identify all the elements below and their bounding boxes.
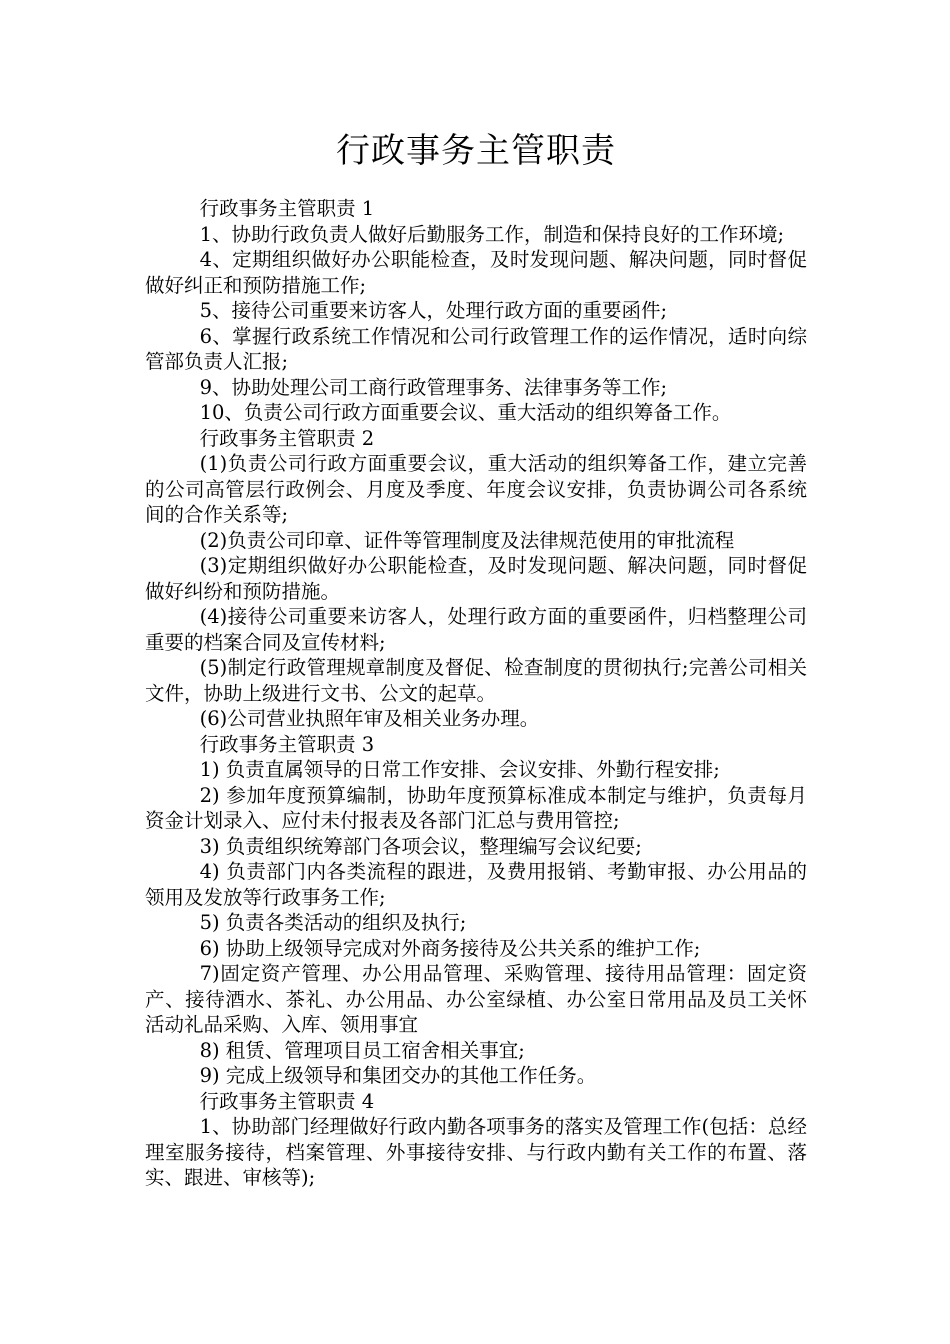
paragraph: (2)负责公司印章、证件等管理制度及法律规范使用的审批流程 xyxy=(199,528,735,552)
paragraph: 4、定期组织做好办公职能检查，及时发现问题、解决问题，同时督促做好纠正和预防措施工作; xyxy=(145,248,807,297)
paragraph: 4) 负责部门内各类流程的跟进，及费用报销、考勤审报、办公用品的领用及发放等行政事务工作; xyxy=(145,860,807,909)
document-title: 行政事务主管职责 xyxy=(336,131,616,171)
paragraph: 1、协助部门经理做好行政内勤各项事务的落实及管理工作(包括：总经理室服务接待，档案管理、外事接待安排、与行政内勤有关工作的布置、落实、跟进、审核等); xyxy=(145,1115,807,1189)
paragraph: (5)制定行政管理规章制度及督促、检查制度的贯彻执行;完善公司相关文件，协助上级进行文书、公文的起草。 xyxy=(145,656,807,705)
paragraph: 6、掌握行政系统工作情况和公司行政管理工作的运作情况，适时向综管部负责人汇报; xyxy=(145,324,807,373)
section-heading-4: 行政事务主管职责 4 xyxy=(199,1089,375,1113)
paragraph: 1、协助行政负责人做好后勤服务工作，制造和保持良好的工作环境; xyxy=(199,222,785,246)
document-page xyxy=(145,0,807,1191)
paragraph: 5、接待公司重要来访客人，处理行政方面的重要函件; xyxy=(199,299,668,322)
paragraph: 1) 负责直属领导的日常工作安排、会议安排、外勤行程安排; xyxy=(199,758,720,781)
section-heading-2: 行政事务主管职责 2 xyxy=(199,426,375,450)
document-body xyxy=(145,196,807,1191)
paragraph: 5) 负责各类活动的组织及执行; xyxy=(199,911,467,934)
paragraph: (1)负责公司行政方面重要会议，重大活动的组织筹备工作，建立完善的公司高管层行政例会、月度及季度、年度会议安排，负责协调公司各系统间的合作关系等; xyxy=(145,452,807,526)
paragraph: 10、负责公司行政方面重要会议、重大活动的组织筹备工作。 xyxy=(199,401,732,424)
paragraph: 8) 租赁、管理项目员工宿舍相关事宜; xyxy=(199,1038,525,1062)
paragraph: 6) 协助上级领导完成对外商务接待及公共关系的维护工作; xyxy=(199,936,701,960)
paragraph: 9、协助处理公司工商行政管理事务、法律事务等工作; xyxy=(199,375,668,399)
paragraph: (6)公司营业执照年审及相关业务办理。 xyxy=(199,707,540,730)
paragraph: 7)固定资产管理、办公用品管理、采购管理、接待用品管理：固定资产、接待酒水、茶礼、办公用品、办公室绿植、办公室日常用品及员工关怀活动礼品采购、入库、领用事宜 xyxy=(145,962,807,1036)
paragraph: (3)定期组织做好办公职能检查，及时发现问题、解决问题，同时督促做好纠纷和预防措施。 xyxy=(145,554,807,603)
paragraph: 9) 完成上级领导和集团交办的其他工作任务。 xyxy=(199,1064,597,1087)
paragraph: (4)接待公司重要来访客人，处理行政方面的重要函件，归档整理公司重要的档案合同及宣传材料; xyxy=(145,605,807,654)
section-heading-1: 行政事务主管职责 1 xyxy=(199,197,375,220)
section-heading-3: 行政事务主管职责 3 xyxy=(199,732,375,756)
paragraph: 2) 参加年度预算编制，协助年度预算标准成本制定与维护，负责每月资金计划录入、应付未付报表及各部门汇总与费用管控; xyxy=(145,783,807,832)
paragraph: 3) 负责组织统筹部门各项会议，整理编写会议纪要; xyxy=(199,834,642,858)
